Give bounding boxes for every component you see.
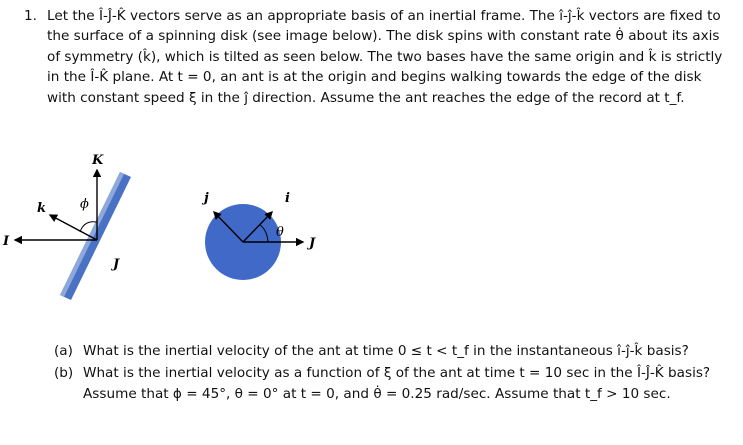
problem-number: 1. bbox=[24, 8, 37, 24]
label-theta: θ bbox=[276, 225, 284, 240]
label-I: I bbox=[3, 234, 10, 249]
diagram-svg bbox=[0, 150, 360, 310]
part-b bbox=[54, 363, 714, 404]
label-j: j bbox=[204, 191, 209, 206]
part-a-label: (a) bbox=[54, 343, 73, 359]
label-phi: ϕ bbox=[80, 197, 89, 212]
label-J-face: J bbox=[309, 236, 316, 251]
label-K: K bbox=[92, 153, 104, 168]
label-J: J bbox=[113, 257, 120, 272]
label-k: k bbox=[37, 201, 47, 216]
part-a-text: What is the inertial velocity of the ant at time 0 ≤ t < t_f in the instantaneous î-ĵ-k̂ basis? bbox=[83, 343, 689, 359]
part-b-label: (b) bbox=[54, 365, 74, 382]
problem-1 bbox=[24, 6, 724, 108]
label-i: i bbox=[285, 191, 290, 206]
problem-statement: Let the Î-Ĵ-K̂ vectors serve as an appropriate basis of an inertial frame. The î-ĵ-k̂ vectors are fixed to the surface of a spinning disk (see image below). The disk spins with constant rate θ̇ about its axis of symmetry (k̂), which is tilted as seen below. The two bases have the same origin and k̂ is strictly in the Î-K̂ plane. At t = 0, an ant is at the origin and begins walking towards the edge of the disk with constant speed ξ in the ĵ direction. Assume the ant reaches the edge of the record at t_f. bbox=[47, 8, 723, 106]
question-parts bbox=[54, 341, 714, 406]
part-b-text: What is the inertial velocity as a function of ξ of the ant at time t = 10 sec in the Î-Ĵ-K̂ basis? Assume that ϕ = 45°, θ = 0° at t = 0, and θ̇ = 0.25 rad/sec. Assume that t_f > 10 sec. bbox=[83, 365, 711, 402]
tilted-disk-edge bbox=[60, 172, 124, 297]
k-axis bbox=[50, 215, 97, 240]
part-a bbox=[54, 341, 714, 361]
diagram bbox=[0, 150, 360, 310]
